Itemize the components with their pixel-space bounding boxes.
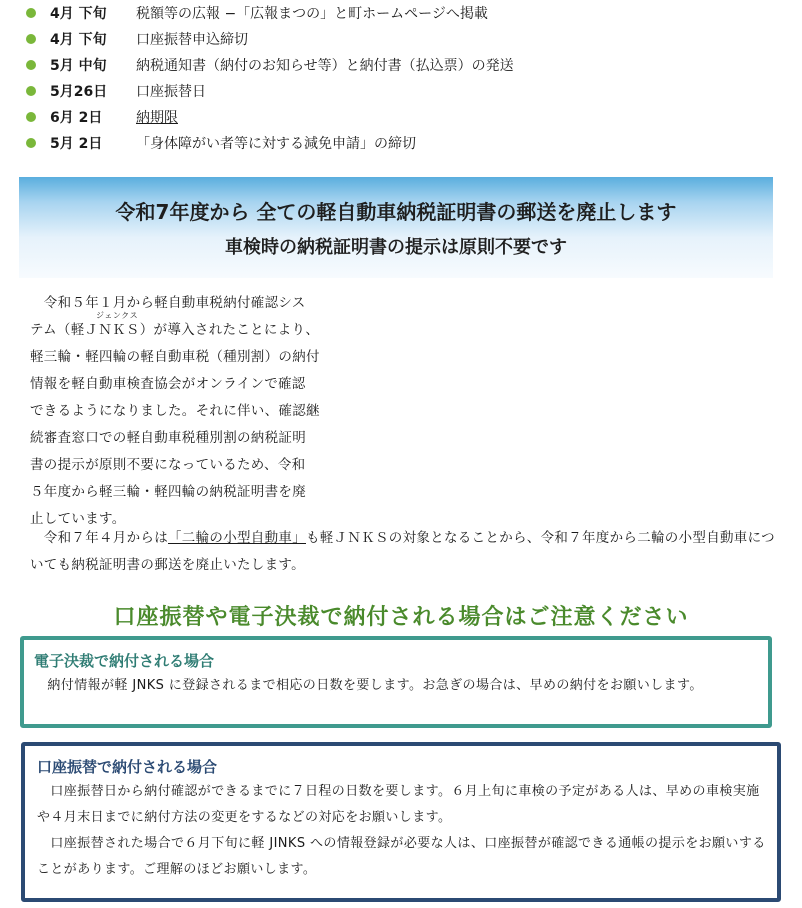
schedule-date: 5月26日 bbox=[50, 84, 108, 100]
bullet-dot-icon bbox=[26, 86, 36, 96]
paragraph-line: できるようになりました。それに伴い、確認継 bbox=[30, 403, 320, 419]
schedule-text: 税額等の広報 −「広報まつの」と町ホームページへ掲載 bbox=[136, 6, 488, 22]
paragraph-line: テム（軽ＪＮＫＳ）が導入されたことにより、 bbox=[30, 322, 320, 338]
bullet-dot-icon bbox=[26, 60, 36, 70]
bank-transfer-box bbox=[21, 742, 781, 902]
paragraph-line: ５年度から軽三輪・軽四輪の納税証明書を廃 bbox=[30, 484, 306, 500]
paragraph-suffix: も軽ＪＮＫＳの対象となることから、令和７年度から二輪の小型自動車についても納税証明書の郵送を廃止いたします。 bbox=[30, 530, 775, 573]
schedule-date: 4月 下旬 bbox=[50, 32, 107, 48]
schedule-date: 5月 2日 bbox=[50, 136, 103, 152]
paragraph-line: 情報を軽自動車検査協会がオンラインで確認 bbox=[30, 376, 306, 392]
paragraph-line: 令和５年１月から軽自動車税納付確認シス bbox=[30, 295, 306, 311]
electronic-payment-title: 電子決裁で納付される場合 bbox=[34, 652, 215, 670]
paragraph-line: 続審査窓口での軽自動車税種別割の納税証明 bbox=[30, 430, 306, 446]
schedule-text: 口座振替日 bbox=[136, 84, 206, 100]
schedule-date: 4月 下旬 bbox=[50, 6, 107, 22]
banner-subtitle: 車検時の納税証明書の提示は原則不要です bbox=[225, 237, 567, 258]
paragraph-text bbox=[30, 525, 778, 579]
bullet-dot-icon bbox=[26, 8, 36, 18]
paragraph-line: 軽三輪・軽四輪の軽自動車税（種別割）の納付 bbox=[30, 349, 320, 365]
bank-transfer-text-1: 口座振替日から納付確認ができるまでに７日程の日数を要します。６月上旬に車検の予定がある人は、早めの車検実施や４月末日までに納付方法の変更をするなどの対応をお願いします。 bbox=[37, 784, 760, 825]
bullet-dot-icon bbox=[26, 138, 36, 148]
jinks-ruby-reading: ジェンクス bbox=[96, 311, 139, 320]
schedule-item bbox=[26, 0, 786, 26]
paragraph-prefix: 令和７年４月からは bbox=[30, 530, 168, 546]
electronic-payment-box bbox=[20, 636, 772, 728]
banner-title: 令和7年度から 全ての軽自動車納税証明書の郵送を廃止します bbox=[115, 200, 677, 224]
electronic-payment-text: 納付情報が軽 JNKS に登録されるまで相応の日数を要します。お急ぎの場合は、早めの納付をお願いします。 bbox=[34, 678, 703, 693]
bank-transfer-title: 口座振替で納付される場合 bbox=[37, 758, 218, 776]
schedule-item bbox=[26, 52, 786, 78]
announcement-banner bbox=[19, 177, 773, 278]
two-wheel-highlight: 「二輪の小型自動車」 bbox=[168, 530, 306, 546]
bullet-dot-icon bbox=[26, 112, 36, 122]
schedule-date: 6月 2日 bbox=[50, 110, 103, 126]
bank-transfer-text-2: 口座振替された場合で６月下旬に軽 JINKS への情報登録が必要な人は、口座振替が確認できる通帳の提示をお願いすることがあります。ご理解のほどお願いします。 bbox=[37, 836, 766, 877]
schedule-item bbox=[26, 26, 786, 52]
bullet-dot-icon bbox=[26, 34, 36, 44]
schedule-item bbox=[26, 78, 786, 104]
schedule-list bbox=[26, 0, 786, 156]
schedule-item bbox=[26, 104, 786, 130]
schedule-text: 納税通知書（納付のお知らせ等）と納付書（払込票）の発送 bbox=[136, 58, 514, 74]
schedule-date: 5月 中旬 bbox=[50, 58, 107, 74]
paragraph-line: 書の提示が原則不要になっているため、令和 bbox=[30, 457, 306, 473]
schedule-text: 口座振替申込締切 bbox=[136, 32, 248, 48]
schedule-text: 「身体障がい者等に対する減免申請」の締切 bbox=[136, 136, 416, 152]
notice-heading: 口座振替や電子決裁で納付される場合はご注意ください bbox=[113, 605, 689, 630]
schedule-item bbox=[26, 130, 786, 156]
two-wheel-paragraph bbox=[30, 525, 778, 579]
intro-paragraph bbox=[30, 290, 356, 533]
schedule-text: 納期限 bbox=[136, 110, 178, 126]
paragraph-line: 止しています。 bbox=[30, 511, 126, 527]
